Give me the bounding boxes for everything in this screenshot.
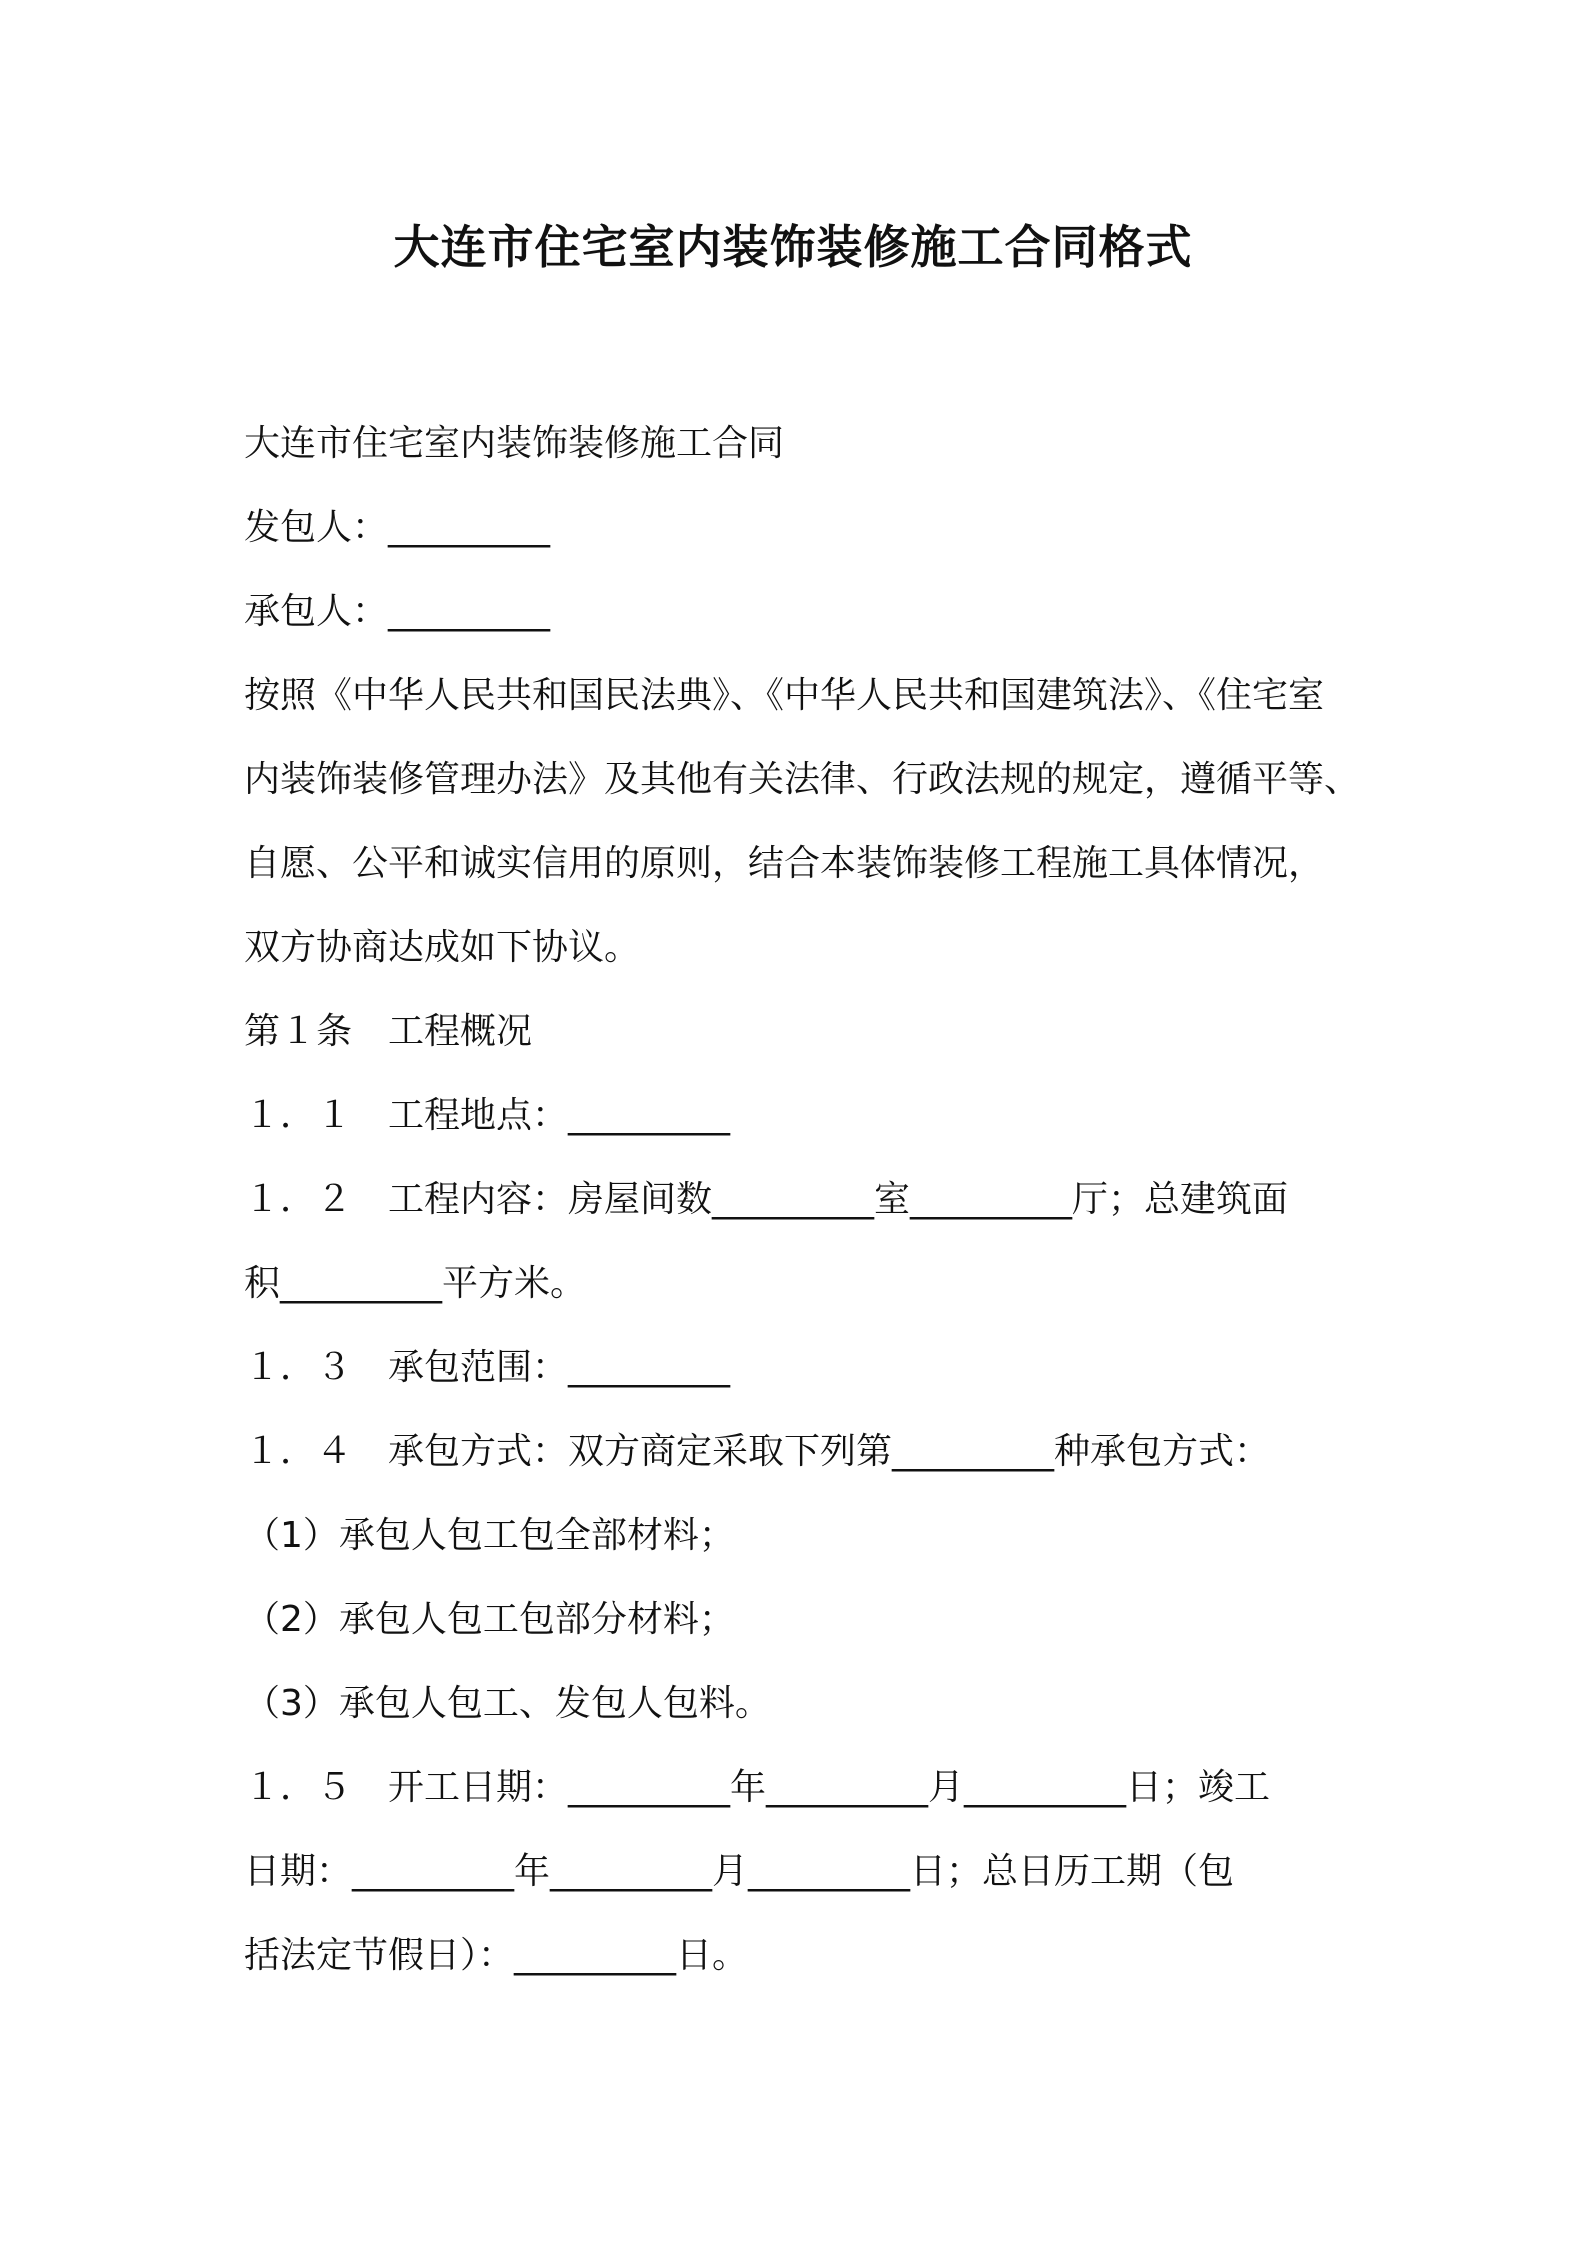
clause-1-5-continued: 日期：_________年_________月_________日；总日历工期（包: [244, 1851, 1235, 1892]
option-1: （1）承包人包工包全部材料；: [244, 1515, 735, 1556]
clause-1-1: １．１ 工程地点：_________: [244, 1095, 731, 1136]
document-body: [244, 402, 1364, 1998]
option-3: （3）承包人包工、发包人包料。: [244, 1683, 771, 1724]
preamble-line: 内装饰装修管理办法》及其他有关法律、行政法规的规定，遵循平等、: [244, 759, 1361, 800]
document-title: 大连市住宅室内装饰装修施工合同格式: [393, 220, 1193, 274]
article-heading: 第１条 工程概况: [244, 1011, 533, 1052]
employer-line: 发包人：_________: [244, 507, 551, 548]
clause-1-3: １．３ 承包范围：_________: [244, 1347, 731, 1388]
clause-1-2-continued: 积_________平方米。: [244, 1263, 587, 1304]
preamble-line: 按照《中华人民共和国民法典》、《中华人民共和国建筑法》、《住宅室: [244, 675, 1325, 716]
clause-1-4: １．４ 承包方式：双方商定采取下列第_________种承包方式：: [244, 1431, 1271, 1472]
clause-1-5: １．５ 开工日期：_________年_________月_________日；竣工: [244, 1767, 1271, 1808]
option-2: （2）承包人包工包部分材料；: [244, 1599, 735, 1640]
clause-1-5-continued: 括法定节假日）：_________日。: [244, 1935, 749, 1976]
clause-1-2: １．２ 工程内容：房屋间数_________室_________厅；总建筑面: [244, 1179, 1289, 1220]
preamble-line: 双方协商达成如下协议。: [244, 927, 641, 968]
preamble-line: 自愿、公平和诚实信用的原则，结合本装饰装修工程施工具体情况，: [244, 843, 1325, 884]
contract-name-line: 大连市住宅室内装饰装修施工合同: [244, 423, 785, 464]
contractor-line: 承包人：_________: [244, 591, 551, 632]
